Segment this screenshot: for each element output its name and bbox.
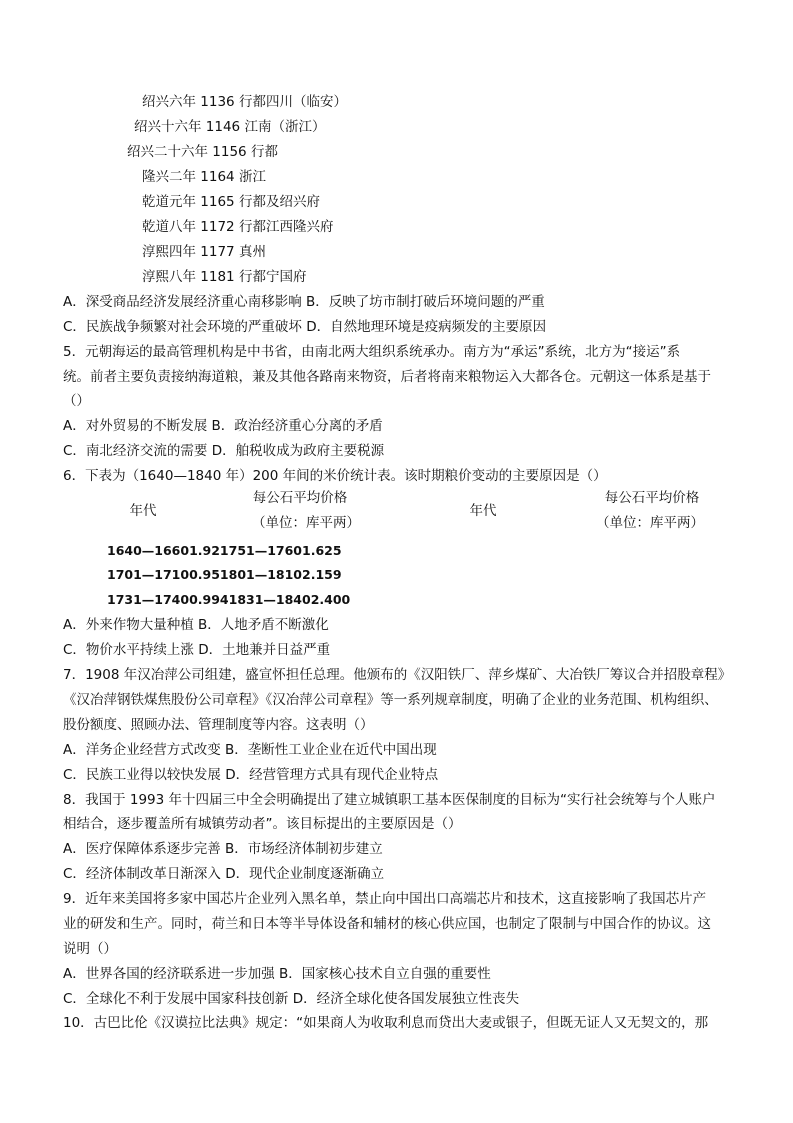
q7-stem-line: 《汉冶萍钢铁煤焦股份公司章程》《汉冶萍公司章程》等一系列规章制度，明确了企业的业务范围、机构组织、 [63, 692, 718, 708]
excerpt-line: 绍兴二十六年 1156 行都 [127, 144, 278, 160]
q7-stem-line: 7．1908 年汉冶萍公司组建，盛宣怀担任总理。他颁布的《汉阳铁厂、萍乡煤矿、大冶铁厂筹议合并招股章程》 [63, 667, 732, 683]
q7-option-line: A．洋务企业经营方式改变 B．垄断性工业企业在近代中国出现 [63, 742, 437, 758]
table-header-price: 每公石平均价格 [252, 490, 348, 506]
q10-stem-line: 10．古巴比伦《汉谟拉比法典》规定：“如果商人为收取利息而贷出大麦或银子，但既无证人又无契文的，那 [63, 1015, 709, 1031]
table-header-year: 年代 [129, 503, 157, 519]
excerpt-line: 淳熙八年 1181 行都宁国府 [142, 269, 307, 285]
q8-option-line: A．医疗保障体系逐步完善 B．市场经济体制初步建立 [63, 841, 383, 857]
q5-option-line: C．南北经济交流的需要 D．舶税收成为政府主要税源 [63, 443, 385, 459]
excerpt-line: 隆兴二年 1164 浙江 [142, 169, 266, 185]
q9-option-line: A．世界各国的经济联系进一步加强 B．国家核心技术自立自强的重要性 [63, 966, 491, 982]
table-header-unit: （单位：库平两） [252, 515, 360, 531]
q8-stem-line: 8．我国于 1993 年十四届三中全会明确提出了建立城镇职工基本医保制度的目标为“实行社会统筹与个人账户 [63, 792, 716, 808]
q6-option-line: C．物价水平持续上涨 D．土地兼并日益严重 [63, 642, 331, 658]
excerpt-line: 绍兴六年 1136 行都四川（临安） [142, 94, 347, 110]
table-header-price: 每公石平均价格 [604, 490, 700, 506]
q9-stem-line: 9．近年来美国将多家中国芯片企业列入黑名单，禁止向中国出口高端芯片和技术，这直接影响了我国芯片产 [63, 891, 707, 907]
q4-option-line: C．民族战争频繁对社会环境的严重破坏 D．自然地理环境是疫病频发的主要原因 [63, 319, 547, 335]
table-row: 1640—16601.921751—17601.625 [107, 543, 342, 558]
q9-option-line: C．全球化不利于发展中国家科技创新 D．经济全球化使各国发展独立性丧失 [63, 991, 520, 1007]
excerpt-line: 乾道元年 1165 行都及绍兴府 [142, 194, 320, 210]
table-header-unit: （单位：库平两） [596, 515, 704, 531]
table-header-year: 年代 [469, 503, 497, 519]
q8-option-line: C．经济体制改革日渐深入 D．现代企业制度逐渐确立 [63, 866, 385, 882]
excerpt-line: 淳熙四年 1177 真州 [142, 244, 266, 260]
excerpt-line: 乾道八年 1172 行都江西隆兴府 [142, 219, 334, 235]
q6-stem: 6．下表为（1640—1840 年）200 年间的米价统计表。该时期粮价变动的主要原因是（） [63, 468, 607, 484]
excerpt-line: 绍兴十六年 1146 江南（浙江） [134, 119, 326, 135]
q4-option-line: A．深受商品经济发展经济重心南移影响 B．反映了坊市制打破后环境问题的严重 [63, 294, 545, 310]
q8-stem-line: 相结合，逐步覆盖所有城镇劳动者”。该目标提出的主要原因是（） [63, 816, 462, 832]
q5-stem-line: （） [63, 393, 90, 409]
q5-stem-line: 统。前者主要负责接纳海道粮，兼及其他各路南来物资，后者将南来粮物运入大都各仓。元朝这一体系是基于 [63, 369, 711, 385]
table-row: 1731—17400.9941831—18402.400 [107, 592, 351, 607]
table-row: 1701—17100.951801—18102.159 [107, 567, 342, 582]
q5-stem-line: 5．元朝海运的最高管理机构是中书省，由南北两大组织系统承办。南方为“承运”系统，北方为“接运”系 [63, 344, 681, 360]
q7-stem-line: 股份额度、照顾办法、管理制度等内容。这表明（） [63, 717, 374, 733]
q7-option-line: C．民族工业得以较快发展 D．经营管理方式具有现代企业特点 [63, 767, 439, 783]
q6-option-line: A．外来作物大量种植 B．人地矛盾不断激化 [63, 617, 329, 633]
q9-stem-line: 业的研发和生产。同时，荷兰和日本等半导体设备和辅材的核心供应国，也制定了限制与中国合作的协议。这 [63, 916, 711, 932]
q9-stem-line: 说明（） [63, 941, 117, 957]
q5-option-line: A．对外贸易的不断发展 B．政治经济重心分离的矛盾 [63, 418, 383, 434]
